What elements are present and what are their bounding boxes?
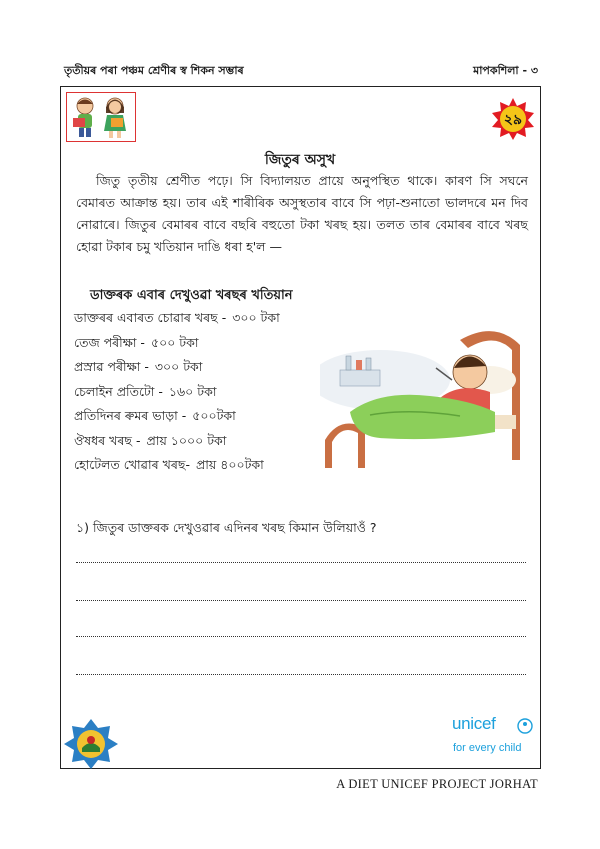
expense-label: হোটেলত খোৱাৰ খৰছ- bbox=[74, 457, 190, 472]
expense-value: প্ৰায় ১০০০ টকা bbox=[146, 432, 227, 448]
answer-line[interactable] bbox=[76, 674, 526, 675]
expense-item bbox=[74, 355, 280, 380]
answer-line[interactable] bbox=[76, 636, 526, 637]
expense-label: চেলাইন প্ৰতিটো - bbox=[74, 383, 163, 399]
expense-item bbox=[74, 453, 280, 478]
expense-label: প্ৰস্ৰাৱ পৰীক্ষা - bbox=[74, 359, 149, 374]
expense-item bbox=[74, 306, 280, 331]
story-title: জিতুৰ অসুখ bbox=[264, 152, 336, 168]
unicef-name: unicef bbox=[452, 714, 496, 733]
answer-line[interactable] bbox=[76, 562, 526, 563]
diet-emblem-logo bbox=[62, 718, 120, 770]
sick-boy-in-bed-illustration bbox=[320, 320, 530, 468]
expense-item bbox=[74, 404, 280, 429]
header-worksheet-number: মাপকশিলা - ৩ bbox=[473, 64, 538, 77]
children-reading-illustration bbox=[66, 92, 136, 142]
expense-value: প্ৰায় ৪০০টকা bbox=[195, 457, 264, 472]
page-number: ২৯ bbox=[503, 112, 523, 128]
expense-list-title: ডাক্তৰক এবাৰ দেখুওৱা খৰছৰ খতিয়ান bbox=[90, 288, 293, 303]
expense-item bbox=[74, 380, 280, 405]
expense-value: ৩০০ টকা bbox=[154, 359, 203, 374]
header-series-title: তৃতীয়ৰ পৰা পঞ্চম শ্ৰেণীৰ স্ব শিকন সম্ভাৰ bbox=[64, 64, 244, 77]
expense-label: ঔষধৰ খৰছ - bbox=[74, 432, 141, 448]
unicef-tagline: for every child bbox=[453, 742, 522, 754]
story-paragraph: জিতু তৃতীয় শ্ৰেণীত পঢ়ে। সি বিদ্যালয়ত প্ৰায়ে অনুপস্থিত থাকে। কাৰণ সি সঘনে বেমাৰত আক্ৰান্ত হয়। তাৰ এই শাৰীৰিক অসুস্থতাৰ বাবে সি পঢ়া-শুনাতো ভালদৰে মন দিব নোৱাৰে। জিতুৰ বেমাৰৰ বাবে বছৰি বহুতো টকা খৰছ হয়। তলত তাৰ বেমাৰৰ বাবে খৰছ হোৱা টকাৰ চমু খতিয়ান দাঙি ধৰা হ'ল — bbox=[76, 173, 528, 254]
expense-value: ১৬০ টকা bbox=[168, 383, 217, 399]
expense-item bbox=[74, 429, 280, 454]
expense-item bbox=[74, 331, 280, 356]
expense-label: ডাক্তৰৰ এবাৰত চোৱাৰ খৰছ - bbox=[74, 310, 227, 325]
answer-line[interactable] bbox=[76, 600, 526, 601]
expense-list bbox=[74, 306, 280, 478]
expense-value: ৫০০ টকা bbox=[150, 334, 199, 350]
question-text: ১) জিতুৰ ডাক্তৰক দেখুওৱাৰ এদিনৰ খৰছ কিমান উলিয়াওঁ ? bbox=[76, 520, 377, 535]
expense-label: তেজ পৰীক্ষা - bbox=[74, 334, 145, 350]
expense-value: ৫০০টকা bbox=[192, 408, 236, 423]
expense-value: ৩০০ টকা bbox=[232, 310, 280, 325]
expense-label: প্ৰতিদিনৰ ৰুমৰ ভাড়া - bbox=[74, 408, 187, 423]
footer-project-credit: A DIET UNICEF PROJECT JORHAT bbox=[336, 777, 538, 791]
